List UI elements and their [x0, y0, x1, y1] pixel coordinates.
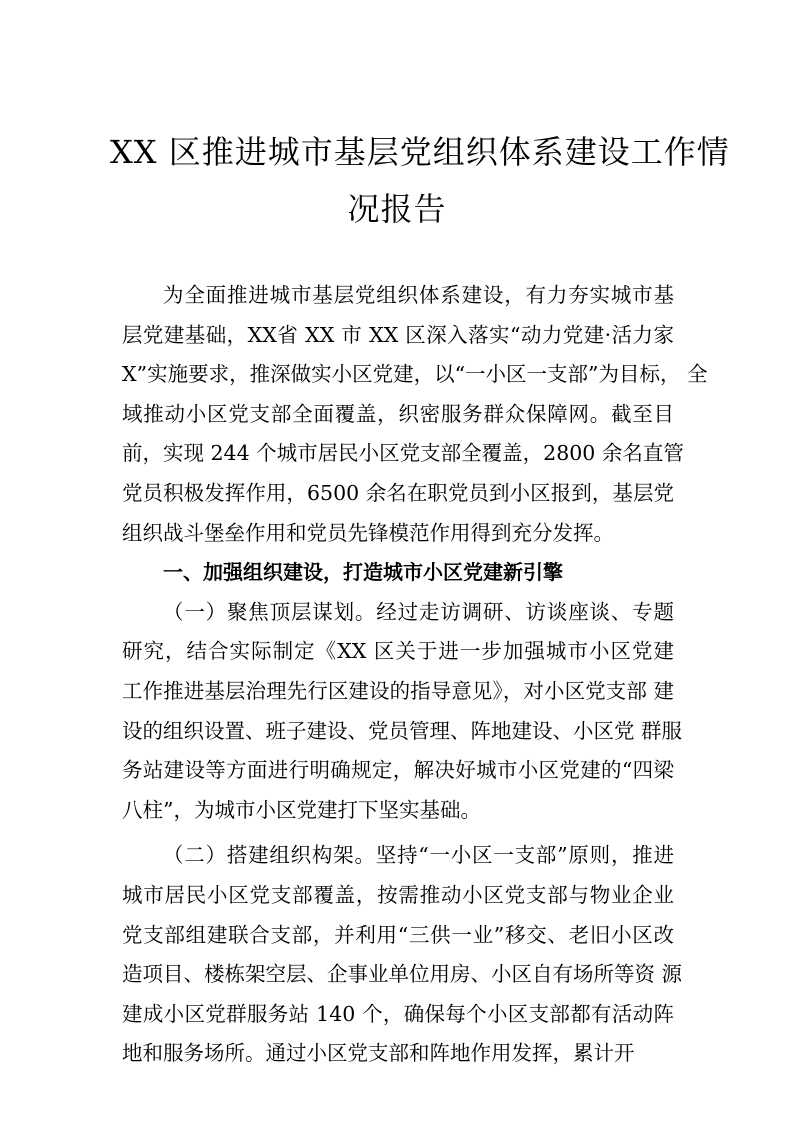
- text-line: 八柱”，为城市小区党建打下坚实基础。: [122, 797, 481, 822]
- intro-paragraph: [122, 276, 708, 553]
- text-line: （一）聚焦顶层谋划。经过走访调研、访谈座谈、专题: [163, 599, 674, 624]
- text-line: 城市居民小区党支部覆盖，按需推动小区党支部与物业企业: [122, 882, 674, 907]
- text-line: 造项目、楼栋架空层、企事业单位用房、小区自有场所等资 源: [122, 962, 683, 987]
- text-line: 前，实现 244 个城市居民小区党支部全覆盖，2800 余名直管: [122, 441, 684, 466]
- section-heading: 一、加强组织建设，打造城市小区党建新引擎: [163, 560, 563, 585]
- text-line: 设的组织设置、班子建设、党员管理、阵地建设、小区党 群服: [122, 718, 683, 743]
- text-line: 为全面推进城市基层党组织体系建设，有力夯实城市基: [163, 283, 674, 307]
- document-title: [110, 124, 730, 238]
- text-line: 层党建基础，XX省 XX 市 XX 区深入落实“动力党建·活力家: [122, 322, 674, 347]
- text-line: 建成小区党群服务站 140 个，确保每个小区支部都有活动阵: [122, 1001, 674, 1026]
- text-line: 组织战斗堡垒作用和党员先锋模范作用得到充分发挥。: [122, 520, 614, 545]
- paragraph-focus-planning: [122, 593, 683, 831]
- text-line: 工作推进基层治理先行区建设的指导意见》，对小区党支部 建: [122, 678, 674, 703]
- text-line: 务站建设等方面进行明确规定，解决好城市小区党建的“四梁: [122, 758, 674, 783]
- text-line: 党支部组建联合支部，并利用“三供一业”移交、老旧小区改: [122, 922, 674, 947]
- text-line: 域推动小区党支部全面覆盖，织密服务群众保障网。截至目: [122, 401, 674, 426]
- document-body: [122, 276, 708, 1074]
- title-line: 况报告: [347, 190, 447, 228]
- text-line: 地和服务场所。通过小区党支部和阵地作用发挥，累计开: [122, 1041, 635, 1066]
- paragraph-organization-framework: [122, 836, 683, 1074]
- text-line: 党员积极发挥作用，6500 余名在职党员到小区报到，基层党: [122, 480, 674, 505]
- title-line: XX 区推进城市基层党组织体系建设工作情: [110, 133, 730, 171]
- text-line: X”实施要求，推深做实小区党建，以“一小区一支部”为目标， 全: [122, 362, 708, 387]
- text-line: （二）搭建组织构架。坚持“一小区一支部”原则，推进: [163, 843, 674, 868]
- text-line: 研究，结合实际制定《XX 区关于进一步加强城市小区党建: [122, 639, 674, 664]
